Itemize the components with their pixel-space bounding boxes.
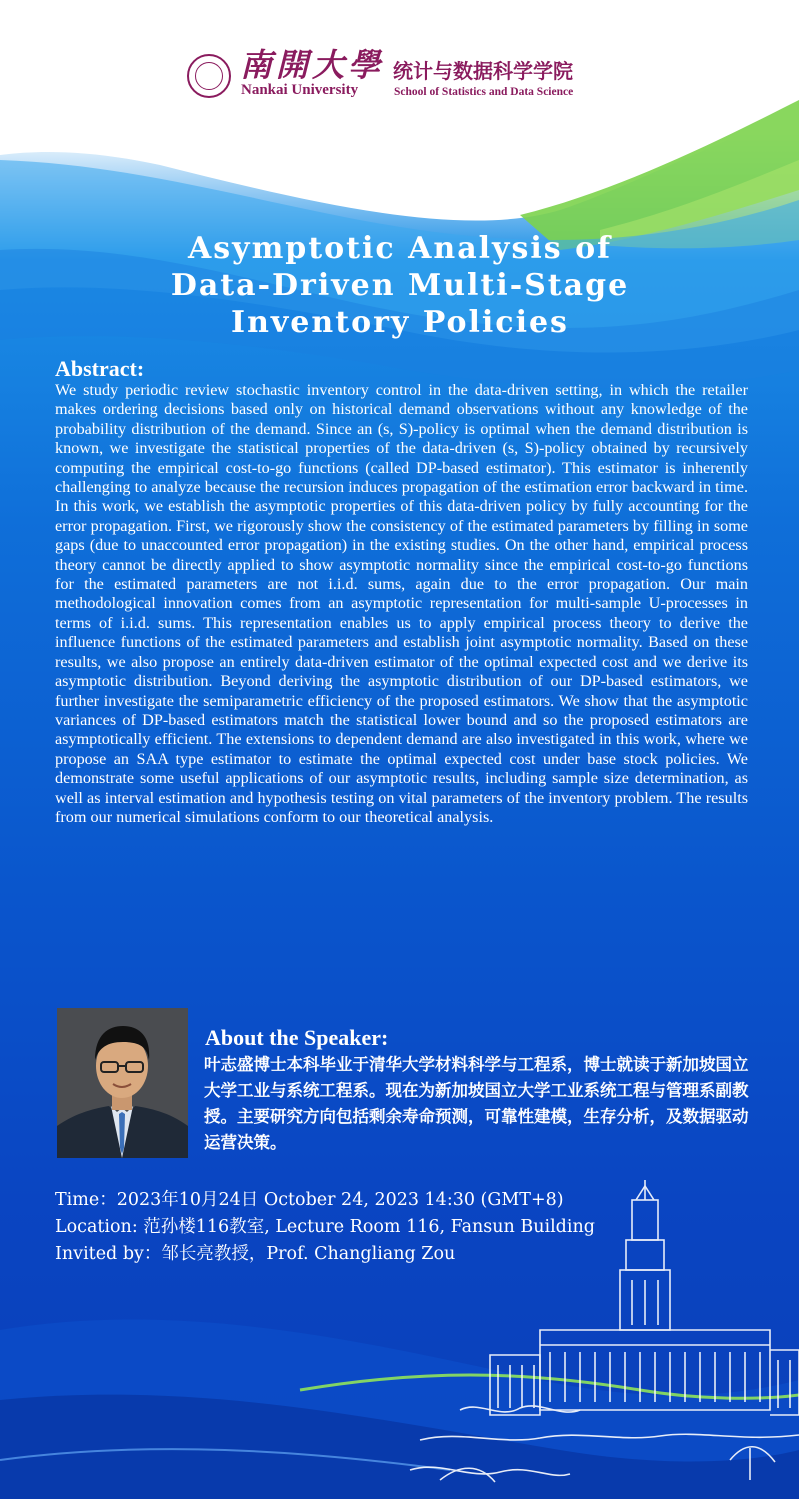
school-name-cn: 统计与数据科学学院 bbox=[393, 59, 573, 83]
building-sketch-icon bbox=[400, 1180, 799, 1499]
event-invited-by: Invited by：邹长亮教授，Prof. Changliang Zou bbox=[55, 1244, 456, 1264]
speaker-photo bbox=[57, 1008, 188, 1158]
university-name-cn: 南開大學 bbox=[240, 46, 385, 84]
talk-title-line: Asymptotic Analysis of bbox=[187, 231, 613, 266]
school-name-en: School of Statistics and Data Science bbox=[394, 86, 574, 98]
event-time: Time：2023年10月24日 October 24, 2023 14:30 (GMT+8) bbox=[55, 1190, 564, 1210]
abstract-body: We study periodic review stochastic inventory control in the data-driven setting, in which the retailer makes ordering decisions based only on historical demand observations without any knowledge of the probability distribution of the demand. Since an (s, S)-policy is optimal when the demand distribution is known, we investigate the statistical properties of the data-driven (s, S)-policy obtained by recursively computing the empirical cost-to-go functions (called DP-based estimator). This estimator is inherently challenging to analyze because the recursion induces propagation of the estimation error backward in time. In this work, we establish the asymptotic properties of this data-driven policy by fully accounting for the error propagation. First, we rigorously show the consistency of the estimated parameters by filling in some gaps (due to unaccounted error propagation) in the existing studies. On the other hand, empirical process theory cannot be directly applied to show asymptotic normality since the empirical cost-to-go functions for the estimated parameters are not i.i.d. sums, again due to the error propagation. Our main methodological innovation comes from an asymptotic representation for multi-sample U-processes in terms of i.i.d. sums. This representation enables us to apply empirical process theory to derive the influence functions of the estimated parameters and establish joint asymptotic normality. Based on these results, we also propose an entirely data-driven estimator of the optimal expected cost and we derive its asymptotic distribution. Beyond deriving the asymptotic distribution of our DP-based estimators, we further investigate the semiparametric efficiency of the proposed estimators. We show that the asymptotic variances of DP-based estimators match the statistical lower bound and so the proposed estimators are asymptotically efficient. The extensions to dependent demand are also investigated in this work, where we propose an SAA type estimator to estimate the optimal expected cost under base stock policies. We demonstrate some useful applications of our asymptotic results, including sample size determination, as well as interval estimation and hypothesis testing on vital parameters of the inventory problem. The results from our numerical simulations conform to our theoretical analysis. bbox=[55, 381, 748, 826]
speaker-bio: 叶志盛博士本科毕业于清华大学材料科学与工程系，博士就读于新加坡国立大学工业与系统工程系。现在为新加坡国立大学工业系统工程与管理系副教授。主要研究方向包括剩余寿命预测，可靠性建模，生存分析，及数据驱动运营决策。 bbox=[204, 1055, 749, 1152]
abstract-heading: Abstract: bbox=[55, 356, 145, 381]
lecture-type-heading: 学术讲座 bbox=[323, 163, 476, 204]
talk-title bbox=[60, 230, 740, 341]
event-location: Location: 范孙楼116教室, Lecture Room 116, Fansun Building bbox=[55, 1217, 595, 1237]
university-seal-icon bbox=[187, 54, 231, 98]
talk-title-line: Data-Driven Multi-Stage bbox=[170, 268, 630, 303]
speaker-heading: About the Speaker: bbox=[205, 1025, 389, 1050]
talk-title-line: Inventory Policies bbox=[231, 305, 569, 340]
university-name-en: Nankai University bbox=[241, 82, 359, 98]
